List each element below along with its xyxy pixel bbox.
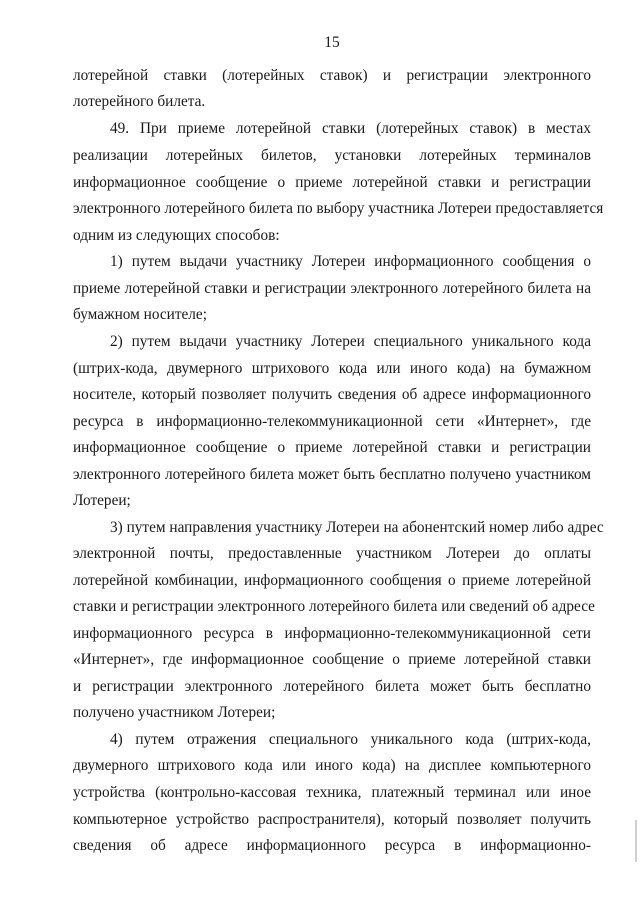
text-line: информационного ресурса в информационно-телекоммуникационной сети [73, 625, 591, 642]
text-line: двумерного штрихового кода или иного кода) на дисплее компьютерного [73, 757, 591, 774]
list-item-4-start: 4) путем отражения специального уникального кода (штрих-кода, [110, 731, 591, 748]
text-line: электронного лотерейного билета по выбору участника Лотереи предоставляется [73, 200, 604, 217]
text-line: приеме лотерейной ставки и регистрации электронного лотерейного билета на [73, 280, 591, 297]
text-line: электронного лотерейного билета может быть бесплатно получено участником [73, 466, 591, 483]
text-line: информационное сообщение о приеме лотерейной ставки и регистрации [73, 174, 591, 191]
text-line: сведения об адресе информационного ресурса в информационно- [73, 837, 591, 854]
paragraph-49-start: 49. При приеме лотерейной ставки (лотерейных ставок) в местах [110, 120, 591, 137]
text-line: «Интернет», где информационное сообщение о приеме лотерейной ставки [73, 651, 591, 668]
text-line: компьютерное устройство распространителя), который позволяет получить [73, 811, 591, 828]
text-line: бумажном носителе; [73, 306, 207, 323]
text-line: реализации лотерейных билетов, установки лотерейных терминалов [73, 147, 591, 164]
text-line: одним из следующих способов: [73, 227, 280, 244]
list-item-1-start: 1) путем выдачи участнику Лотереи информационного сообщения о [110, 253, 591, 270]
text-line: (штрих-кода, двумерного штрихового кода или иного кода) на бумажном [73, 360, 591, 377]
text-line: устройства (контрольно-кассовая техника, платежный терминал или иное [73, 784, 591, 801]
text-line: лотерейного билета. [73, 93, 206, 110]
list-item-2-start: 2) путем выдачи участнику Лотереи специального уникального кода [110, 333, 591, 350]
text-line: Лотереи; [73, 492, 131, 509]
text-line: лотерейной ставки (лотерейных ставок) и регистрации электронного [73, 67, 591, 84]
page-number: 15 [324, 34, 340, 51]
list-item-3-start: 3) путем направления участнику Лотереи на абонентский номер либо адрес [110, 519, 604, 536]
text-line: носителе, который позволяет получить сведения об адресе информационного [73, 386, 591, 403]
text-line: информационное сообщение о приеме лотерейной ставки и регистрации [73, 439, 591, 456]
text-line: электронной почты, предоставленные участником Лотереи до оплаты [73, 545, 591, 562]
text-line: получено участником Лотереи; [73, 704, 276, 721]
text-line: ресурса в информационно-телекоммуникационной сети «Интернет», где [73, 413, 591, 430]
scan-edge-mark [635, 820, 637, 862]
text-line: и регистрации электронного лотерейного билета может быть бесплатно [73, 678, 591, 695]
text-line: ставки и регистрации электронного лотерейного билета или сведений об адресе [73, 598, 595, 615]
text-line: лотерейной комбинации, информационного сообщения о приеме лотерейной [73, 572, 591, 589]
